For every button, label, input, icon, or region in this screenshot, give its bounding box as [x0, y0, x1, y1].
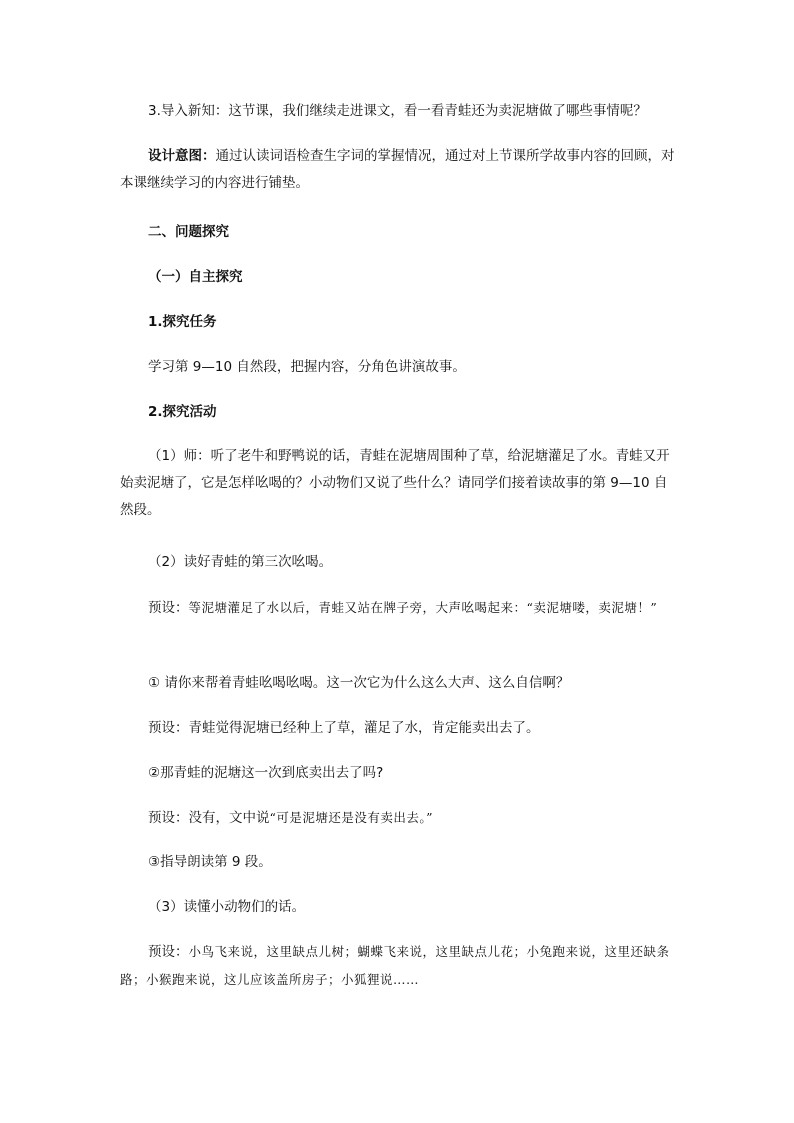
subsection-heading-self-inquiry: （一）自主探究	[148, 269, 243, 285]
preset-label: 预设：	[148, 600, 189, 616]
activity-1-paragraph: （1）师：听了老牛和野鸭说的话，青蛙在泥塘周围种了草，给泥塘灌足了水。青蛙又开始卖泥塘了，它是怎样吆喝的？小动物们又说了些什么？请同学们接着读故事的第 9—10 自然段。	[120, 448, 670, 518]
preset-answer-4: 预设：小鸟飞来说，这里缺点儿树；蝴蝶飞来说，这里缺点儿花；小兔跑来说，这里还缺条路；小猴跑来说，这儿应该盖所房子；小狐狸说……	[120, 944, 670, 987]
design-intent-text: 通过认读词语检查生字词的掌握情况，通过对上节课所学故事内容的回顾，对本课继续学习的内容进行铺垫。	[120, 148, 675, 191]
preset-answer-1	[120, 594, 676, 622]
design-intent-paragraph	[120, 143, 676, 197]
preset-answer-3: 预设：没有，文中说“可是泥塘还是没有卖出去。”	[148, 810, 434, 826]
heading-inquiry-task: 1.探究任务	[148, 314, 217, 330]
inquiry-task-text: 学习第 9—10 自然段，把握内容，分角色讲演故事。	[148, 359, 466, 375]
design-intent-label: 设计意图：	[148, 148, 216, 164]
heading-inquiry-activity: 2.探究活动	[148, 404, 217, 420]
preset-answer-2: 预设：青蛙觉得泥塘已经种上了草，灌足了水，肯定能卖出去了。	[148, 720, 540, 736]
activity-2-paragraph: （2）读好青蛙的第三次吆喝。	[148, 554, 333, 570]
question-1: ① 请你来帮着青蛙吆喝吆喝。这一次它为什么这么大声、这么自信啊？	[148, 675, 570, 691]
preset-quote: 等泥塘灌足了水以后，青蛙又站在牌子旁，大声吆喝起来：“卖泥塘喽，卖泥塘！”	[188, 600, 658, 615]
question-3: ③指导朗读第 9 段。	[148, 854, 272, 870]
question-2: ②那青蛙的泥塘这一次到底卖出去了吗?	[148, 765, 384, 781]
section-heading-problem-inquiry: 二、问题探究	[148, 224, 229, 240]
activity-3-paragraph: （3）读懂小动物们的话。	[148, 899, 306, 915]
intro-paragraph: 3.导入新知：这节课，我们继续走进课文，看一看青蛙还为卖泥塘做了哪些事情呢？	[148, 103, 647, 119]
